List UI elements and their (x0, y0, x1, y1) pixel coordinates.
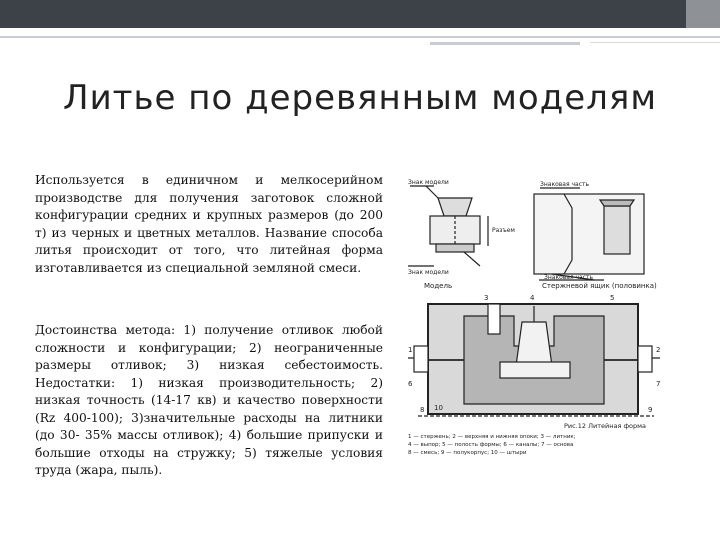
mold-legend-line1: 1 — стержень; 2 — верхняя и нижняя опоки; 3 — литник; (408, 434, 576, 440)
model-caption: Модель (424, 282, 453, 290)
mold-legend-line2: 4 — выпор; 5 — полость формы; 6 — каналы; 7 — основа (408, 442, 574, 448)
model-bottom-label: Знак модели (408, 269, 449, 276)
model-top-label: Знак модели (408, 179, 449, 186)
core-top-label: Знаковая часть (540, 181, 590, 188)
mold-caption: Рис.12 Литейная форма (564, 422, 646, 430)
casting-illustration (404, 176, 704, 456)
mold-legend-line3: 8 — смесь; 9 — полукорпус; 10 — штыри (408, 450, 527, 456)
header-rule (0, 36, 720, 38)
mold-label-10: 10 (434, 404, 443, 412)
mold-label-8: 8 (420, 406, 425, 414)
header-bar-gray (686, 0, 720, 28)
mold-label-3: 3 (484, 294, 489, 302)
mold-label-1: 1 (408, 346, 413, 354)
mold-label-9: 9 (648, 406, 653, 414)
paragraph-usage: Используется в единичном и мелкосерийном производстве для получения заготовок сложной конфигурации средних и крупных размеров (до 200 т) из черных и цветных металлов. Название способа литья происходит от того, что литейная форма изготавливается из специальной земляной смеси. (35, 173, 383, 275)
header-accent-rule-thin (590, 42, 720, 43)
core-bottom-label: Знаковая часть (544, 274, 594, 281)
slide-title: Литье по деревянным моделям (63, 78, 657, 118)
mold-label-6: 6 (408, 380, 413, 388)
header-bar-dark (0, 0, 686, 28)
mold-label-2: 2 (656, 346, 661, 354)
mold-label-5: 5 (610, 294, 615, 302)
core-box-caption: Стержневой ящик (половинка) (542, 282, 657, 290)
core-box-drawing (534, 188, 644, 280)
parting-line-label: Разъем (492, 227, 515, 234)
paragraph-pros-cons: Достоинства метода: 1) получение отливок любой сложности и конфигурации; 2) неограниченные размеры отливок; 3) низкая себестоимость. Недостатки: 1) низкая производительность; 2) низкая точность (14-17 кв) и качество поверхности (Rz 400-100); 3)значительные расходы на литники (до 30- 35% массы отливок); 4) большие припуски и большие отходы на стружку; 5) тяжелые условия труда (жара, пыль). (35, 323, 383, 477)
header-accent-rule (430, 42, 580, 45)
model-drawing (408, 186, 488, 266)
mold-drawing (408, 304, 660, 416)
mold-label-7: 7 (656, 380, 661, 388)
mold-label-4: 4 (530, 294, 535, 302)
